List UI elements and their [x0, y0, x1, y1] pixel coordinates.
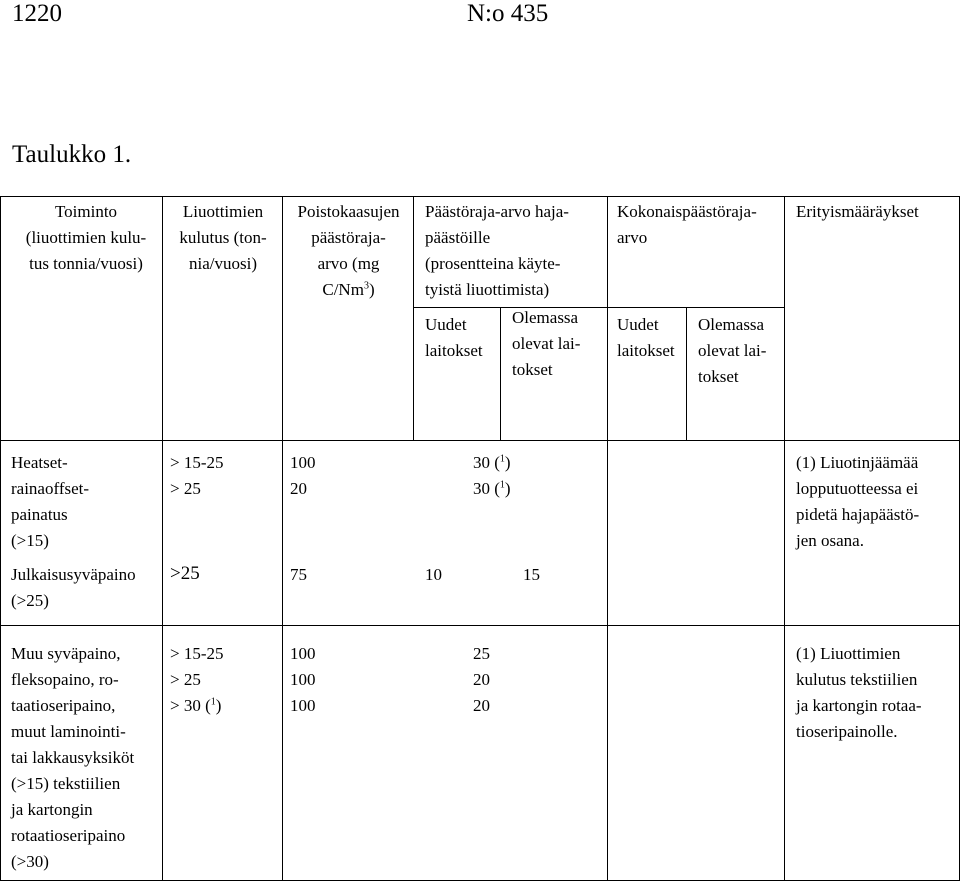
- table-title: Taulukko 1.: [12, 141, 132, 168]
- row-publication-exhaust: 75: [290, 565, 307, 584]
- row-other-solvent: > 15-25 > 25 > 30 ($^1$): [170, 644, 224, 715]
- row-publication-solvent: >25: [170, 563, 200, 584]
- header-solvent-use: Liuottimien kulutus (ton- nia/vuosi): [179, 202, 267, 273]
- header-activity: Toiminto (liuottimien kulu- tus tonnia/vuosi): [25, 202, 147, 273]
- table-top-border: [0, 196, 960, 197]
- header-bottom-border: [0, 440, 960, 441]
- row-other-activity: Muu syväpaino, fleksopaino, ro- taatioseripaino, muut laminointi- tai lakkausyksiköt (>15) tekstiilien ja kartongin rotaatioseripaino (>30): [11, 644, 135, 871]
- header-total: Kokonaispäästöraja- arvo: [617, 202, 757, 247]
- row-heatset-fugitive: 30 ($^1$) 30 ($^1$): [473, 453, 511, 498]
- row-publication-total-new: 10: [425, 565, 442, 584]
- subheader-total-existing: Olemassa olevat lai- tokset: [698, 315, 767, 386]
- row-divider: [0, 625, 960, 626]
- subheader-fugitive-new: Uudet laitokset: [425, 315, 483, 360]
- col-border-total-split: [686, 307, 687, 441]
- row-heatset-special: (1) Liuotinjäämää lopputuotteessa ei pidetä hajapäästö- jen osana.: [796, 453, 920, 550]
- header-special: Erityismääräykset: [796, 202, 919, 221]
- issue-number: N:o 435: [467, 0, 549, 27]
- header-exhaust-limit: Poistokaasujen päästöraja- arvo (mg C/Nm$^3$): [297, 202, 400, 299]
- row-other-fugitive: 25 20 20: [473, 644, 490, 715]
- col-border-1: [162, 196, 163, 881]
- row-other-exhaust: 100 100 100: [290, 644, 316, 715]
- col-border-3-header: [413, 196, 414, 441]
- subheader-total-new: Uudet laitokset: [617, 315, 675, 360]
- col-border-2: [282, 196, 283, 881]
- col-border-fugitive-split: [500, 307, 501, 441]
- page-number: 1220: [12, 0, 62, 27]
- row-publication-activity: Julkaisusyväpaino (>25): [11, 565, 136, 610]
- row-heatset-exhaust: 100 20: [290, 453, 316, 498]
- row-heatset-solvent: > 15-25 > 25: [170, 453, 224, 498]
- col-border-0: [0, 196, 1, 881]
- row-other-special: (1) Liuottimien kulutus tekstiilien ja kartongin rotaa- tioseripainolle.: [796, 644, 922, 741]
- row-publication-total-existing: 15: [523, 565, 540, 584]
- subheader-fugitive-existing: Olemassa olevat lai- tokset: [512, 308, 581, 379]
- row-heatset-activity: Heatset- rainaoffset- painatus (>15): [11, 453, 90, 550]
- header-fugitive: Päästöraja-arvo haja- päästöille (prosentteina käyte- tyistä liuottimista): [425, 202, 569, 299]
- col-border-5: [784, 196, 785, 881]
- col-border-4: [607, 196, 608, 881]
